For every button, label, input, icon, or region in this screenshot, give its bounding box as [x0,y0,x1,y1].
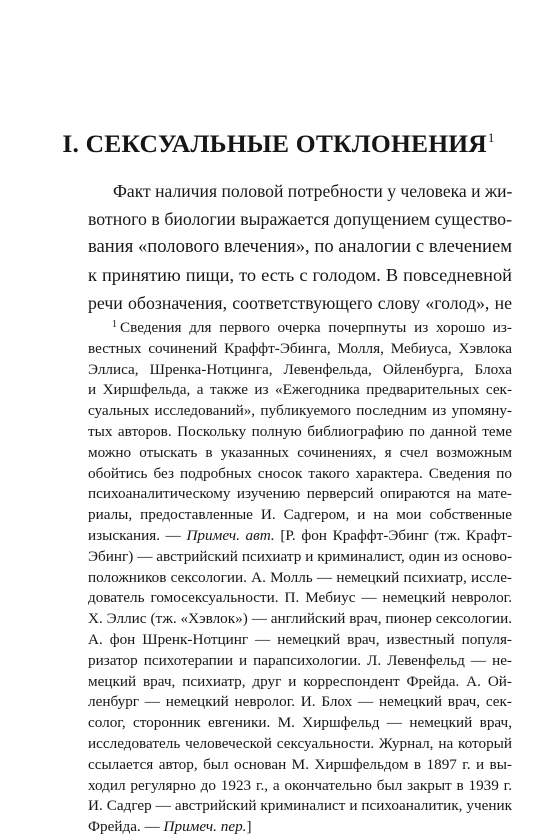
body-line: вотного в биологии выражается допущением существо- [88,209,512,229]
footnote-line: дователь гомосексуальности. П. Мебиус — немецкий невролог. [88,589,512,607]
footnote-line-text: ] [246,818,252,836]
footnote-line: и Хиршфельда, а также из «Ежегодника предварительных сек- [88,381,512,399]
body-paragraph [88,177,512,317]
footnote-line-text: Фрейда. — [88,818,160,836]
footnote-line: Эллиса, Шренка-Нотцинга, Левенфельда, Ойленбурга, Блоха [88,360,512,378]
footnote-line: можно отыскать в указанных сочинениях, я счел возможным [88,443,512,461]
footnote [88,318,512,838]
footnote-line: положников сексологии. А. Молль — немецкий психиатр, иссле- [88,568,512,586]
footnote-line [88,817,512,838]
footnote-line-text: изыскания. — [88,526,181,544]
footnote-line-text: [Р. фон Краффт-Эбинг (тж. Крафт- [280,526,513,544]
footnote-line: ленбург — немецкий невролог. И. Блох — немецкий врач, сек- [88,693,512,711]
footnote-line: Эбинг) — австрийский психиатр и криминалист, один из осново- [88,547,512,565]
footnote-line: суальных исследований», публикуемого последним из упомяну- [88,402,512,420]
footnote-line: ризатор психотерапии и парапсихологии. Л. Левенфельд — не- [88,651,512,669]
chapter-title-text: I. СЕКСУАЛЬНЫЕ ОТКЛОНЕНИЯ [62,129,487,158]
footnote-line: психоаналитическому изучению перверсий опираются на мате- [88,485,512,503]
footnote-line: И. Садгер — австрийский криминалист и психоаналитик, ученик [88,797,512,815]
footnote-line: А. фон Шренк-Нотцинг — немецкий врач, известный популя- [88,630,512,648]
footnote-line: Х. Эллис (тж. «Хэвлок») — английский врач, пионер сексологии. [88,610,512,628]
author-note-label: Примеч. авт. [186,526,275,544]
footnote-line: ходил регулярно до 1923 г., а окончательно был закрыт в 1939 г. [88,776,512,794]
chapter-title [60,129,497,159]
footnote-line: обойтись без подробных сносок такого характера. Сведения по [88,464,512,482]
footnote-line: солог, сторонник евгеники. М. Хиршфельд — немецкий врач, [88,714,512,732]
body-line: к принятию пищи, то есть с голодом. В повседневной [88,265,512,285]
footnote-line: ссылается автор, был основан М. Хиршфельдом в 1897 г. и вы- [88,755,512,773]
translator-note-label: Примеч. пер. [163,818,247,836]
footnote-reference[interactable]: 1 [487,130,495,145]
footnote-marker: 1 [112,319,117,330]
footnote-line: вестных сочинений Краффт-Эбинга, Молля, Мебиуса, Хэвлока [88,339,512,357]
footnote-line-text: Сведения для первого очерка почерпнуты из хорошо из- [120,319,512,336]
body-line: речи обозначения, соответствующего слову «голод», не [88,293,512,313]
footnote-line: тых авторов. Поскольку полную библиографию по данной теме [88,422,512,440]
footnote-line [88,318,512,339]
body-line: вания «полового влечения», по аналогии с влечением [88,236,512,257]
footnote-line: исследователь человеческой сексуальности. Журнал, на который [88,734,512,752]
body-line: Факт наличия половой потребности у человека и жи- [113,181,513,201]
footnote-line [88,526,512,547]
footnote-line: риалы, предоставленные И. Садгером, и на мои собственные [88,506,512,524]
footnote-line: мецкий врач, психиатр, друг и корреспондент Фрейда. А. Ой- [88,672,512,690]
